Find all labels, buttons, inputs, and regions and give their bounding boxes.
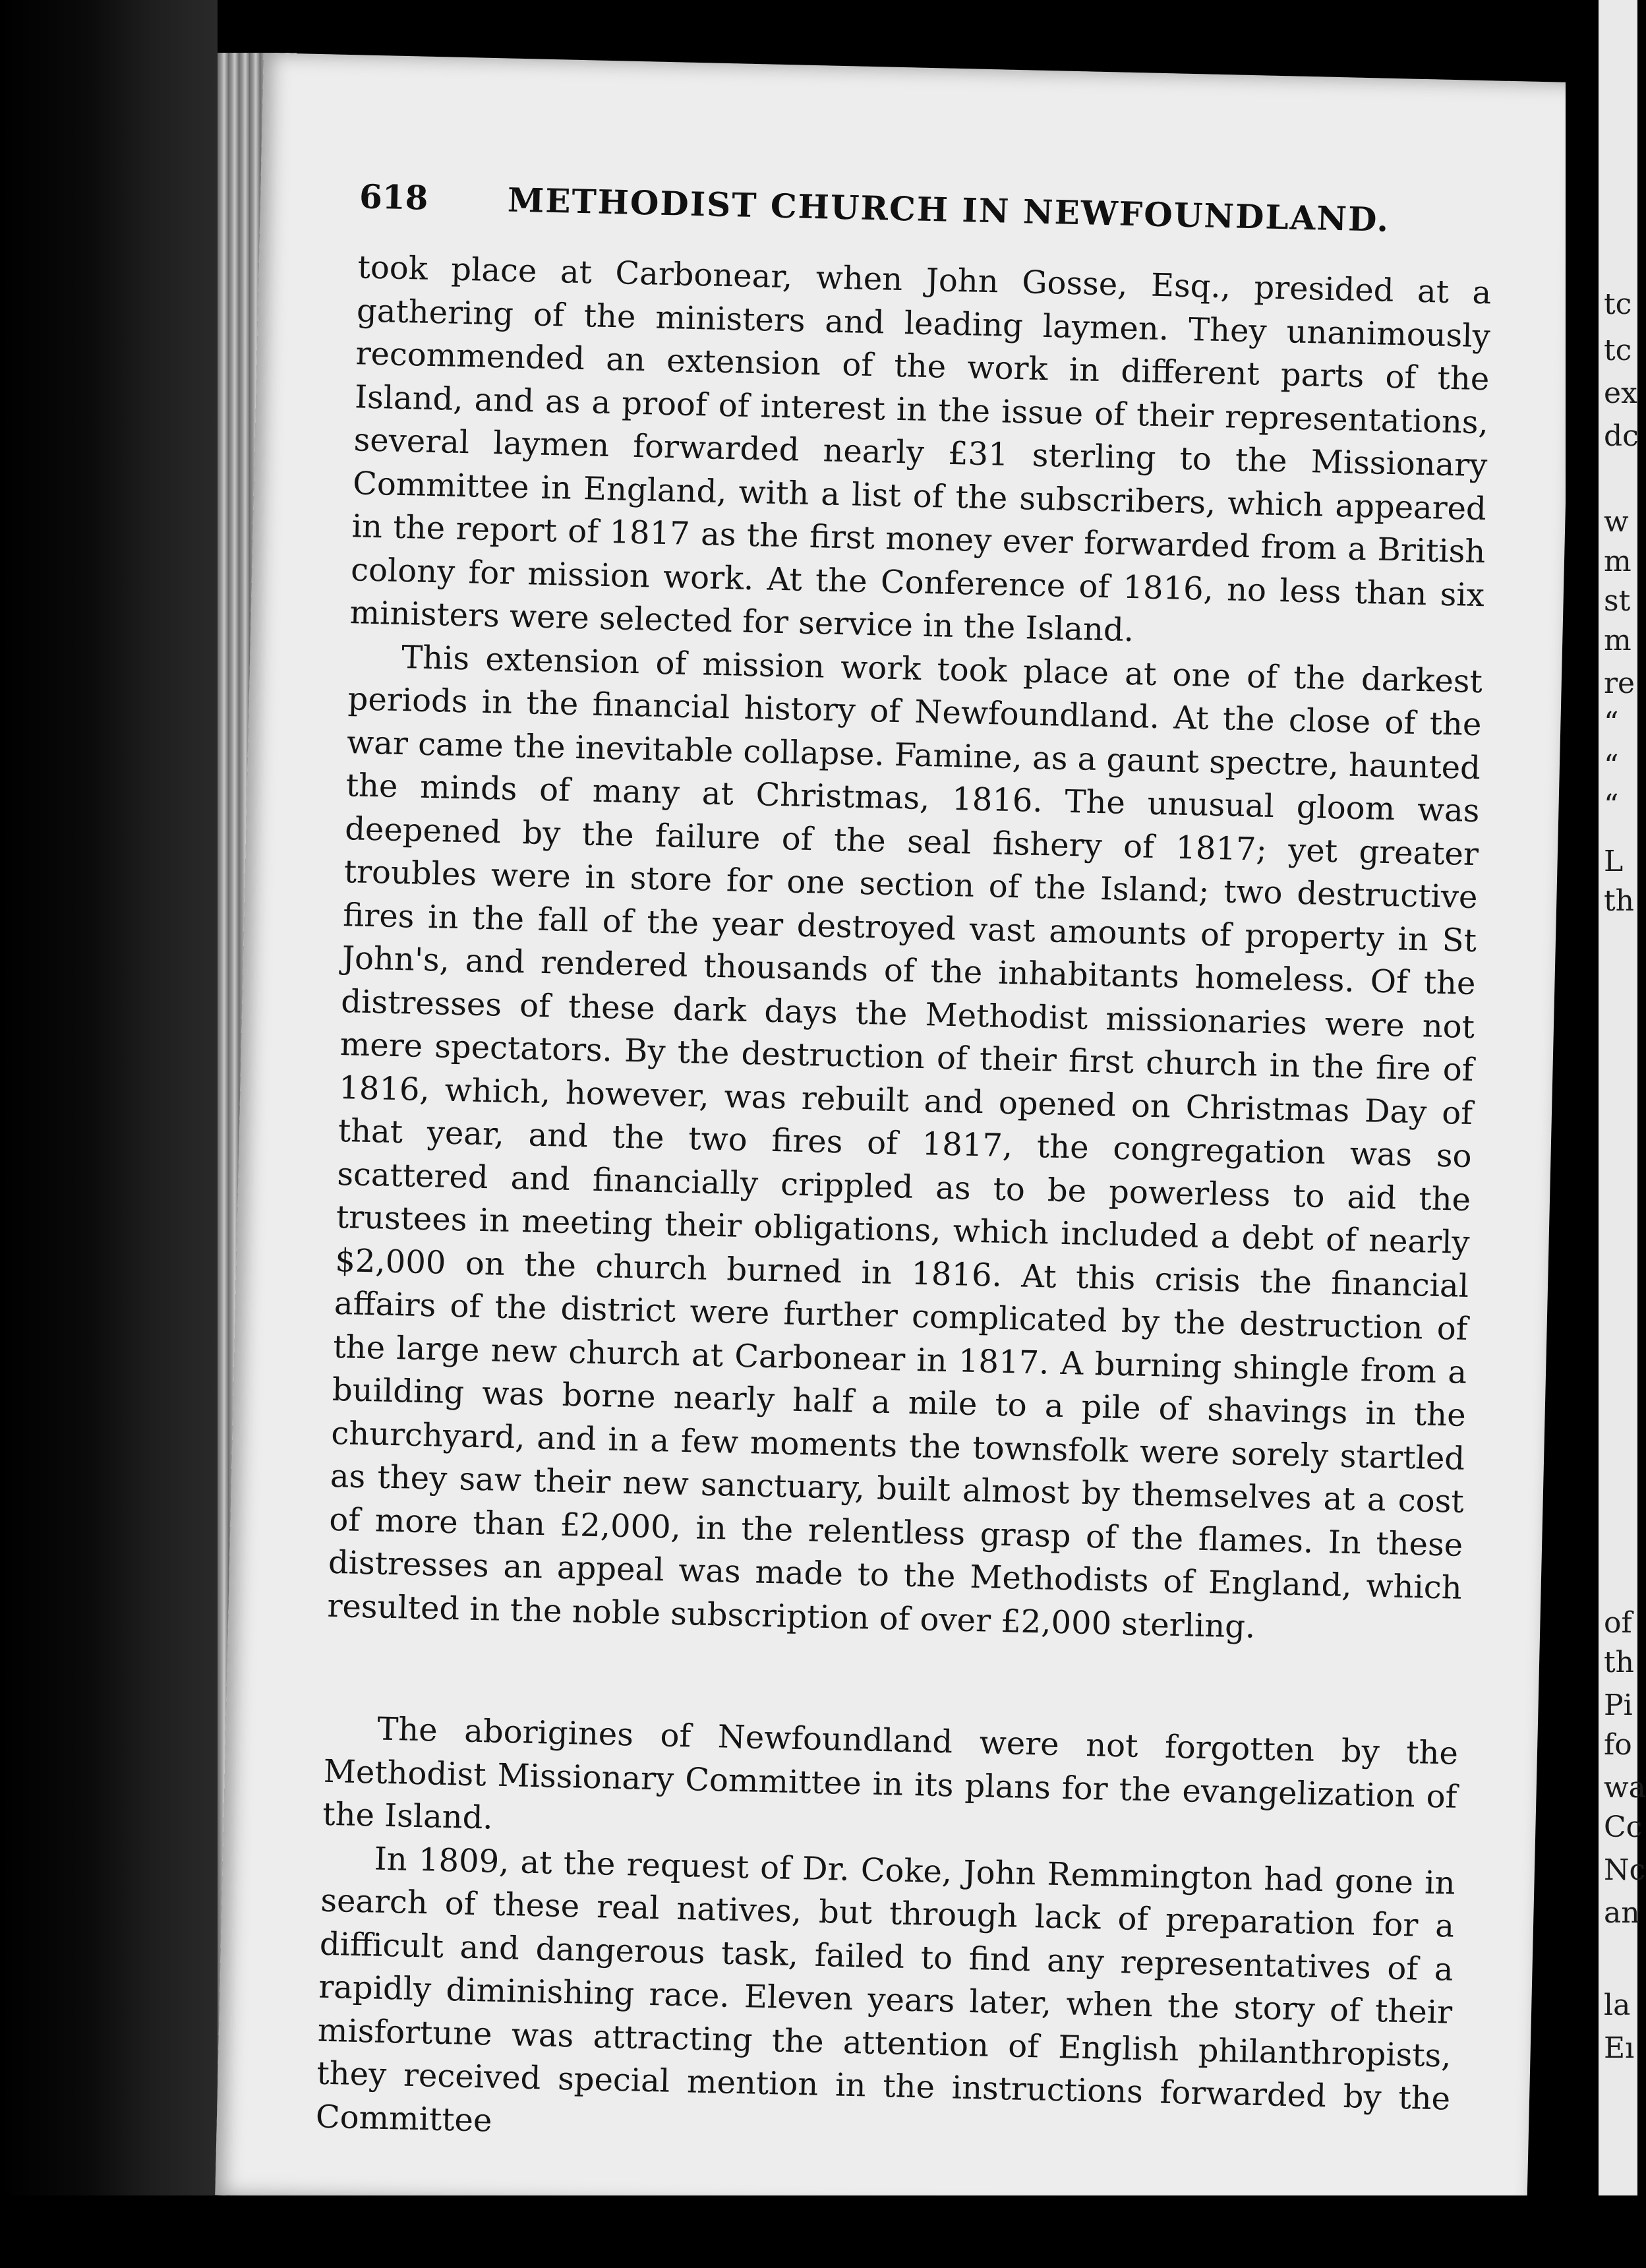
adjacent-fragment: of xyxy=(1604,1606,1632,1640)
adjacent-fragment: m xyxy=(1604,545,1631,578)
body-text xyxy=(315,246,1492,2164)
adjacent-fragment: wa xyxy=(1604,1771,1646,1805)
binding-gutter xyxy=(1566,0,1599,2268)
paragraph-4: In 1809, at the request of Dr. Coke, John Remmington had gone in search of these real natives, but through lack of preparation for a difficult and dangerous task, failed to find any representatives of a rapidly diminishing race. Eleven years later, when the story of their misfortune was attracting the attention of English philanthropists, they received special mention in the instructions forwarded by the Committee xyxy=(315,1840,1456,2139)
adjacent-fragment: Eı xyxy=(1604,2031,1635,2065)
adjacent-fragment: “ xyxy=(1604,706,1619,740)
paragraph-3: The aborigines of Newfoundland were not forgotten by the Methodist Missionary Committee in its plans for the evangelization of the Island. xyxy=(322,1710,1459,1837)
adjacent-page xyxy=(1599,0,1646,2268)
adjacent-fragment: dc xyxy=(1604,419,1639,453)
adjacent-fragment: st xyxy=(1604,584,1631,618)
adjacent-fragment: ex xyxy=(1604,376,1637,410)
adjacent-fragment: tc xyxy=(1604,287,1632,321)
adjacent-fragment: Pi xyxy=(1604,1688,1633,1722)
adjacent-fragment: Nc xyxy=(1604,1853,1646,1887)
adjacent-fragment: re xyxy=(1604,667,1635,700)
adjacent-fragment: th xyxy=(1604,1646,1635,1679)
adjacent-fragment: m xyxy=(1604,624,1631,657)
adjacent-fragment: tc xyxy=(1604,334,1632,367)
adjacent-fragment: w xyxy=(1604,505,1629,539)
book-page xyxy=(215,53,1575,2224)
page-header xyxy=(359,177,1493,249)
adjacent-fragment: la xyxy=(1604,1988,1631,2022)
adjacent-fragment: “ xyxy=(1604,749,1619,783)
paragraph-2: This extension of mission work took place at one of the darkest periods in the financial history of Newfoundland. At the close of the war came the inevitable collapse. Famine, as a gaunt spectre, haunted the minds of many at Christmas, 1816. The unusual gloom was deepened by the failure of the seal fishery of 1817; yet greater troubles were in store for one section of the Island; two destructive fires in the fall of the year destroyed vast amounts of property in St John's, and rendered thousands of the inhabitants homeless. Of the distresses of these dark days the Methodist missionaries were not mere spectators. By the destruction of their first church in the fire of 1816, which, however, was rebuilt and opened on Christmas Day of that year, and the two fires of 1817, the congregation was so scattered and financially crippled as to be powerless to aid the trustees in meeting their obligations, which included a debt of nearly $2,000 on the church burned in 1816. At this crisis the financial affairs of the district were further complicated by the destruction of the large new church at Carbonear in 1817. A burning shingle from a building was borne nearly half a mile to a pile of shavings in the churchyard, and in a few moments the townsfolk were sorely startled as they saw their new sanctuary, built almost by themselves at a cost of more than £2,000, in the relentless grasp of the flames. In these distresses an appeal was made to the Methodists of England, which resulted in the noble subscription of over £2,000 sterling. xyxy=(326,638,1483,1646)
adjacent-fragment: L xyxy=(1604,845,1624,878)
adjacent-fragment: “ xyxy=(1604,789,1619,822)
adjacent-fragment: an xyxy=(1604,1896,1640,1930)
running-head: METHODIST CHURCH IN NEWFOUNDLAND. xyxy=(507,180,1390,239)
scan-border-bottom xyxy=(0,2195,1637,2268)
adjacent-fragment: th xyxy=(1604,884,1635,918)
page-number: 618 xyxy=(359,177,429,218)
paragraph-1: took place at Carbonear, when John Gosse, Esq., presided at a gathering of the ministers and leading laymen. They unanimously recommended an extension of the work in different parts of the Island, and as a proof of interest in the issue of their representations, several laymen forwarded nearly £31 sterling to the Missionary Committee in England, with a list of the subscribers, which appeared in the report of 1817 as the first money ever forwarded from a British colony for mission work. At the Conference of 1816, no less than six ministers were selected for service in the Island. xyxy=(349,249,1492,649)
adjacent-fragment: fo xyxy=(1604,1728,1632,1762)
adjacent-fragment: Cc xyxy=(1604,1810,1643,1844)
scan-border-left xyxy=(0,0,218,2268)
